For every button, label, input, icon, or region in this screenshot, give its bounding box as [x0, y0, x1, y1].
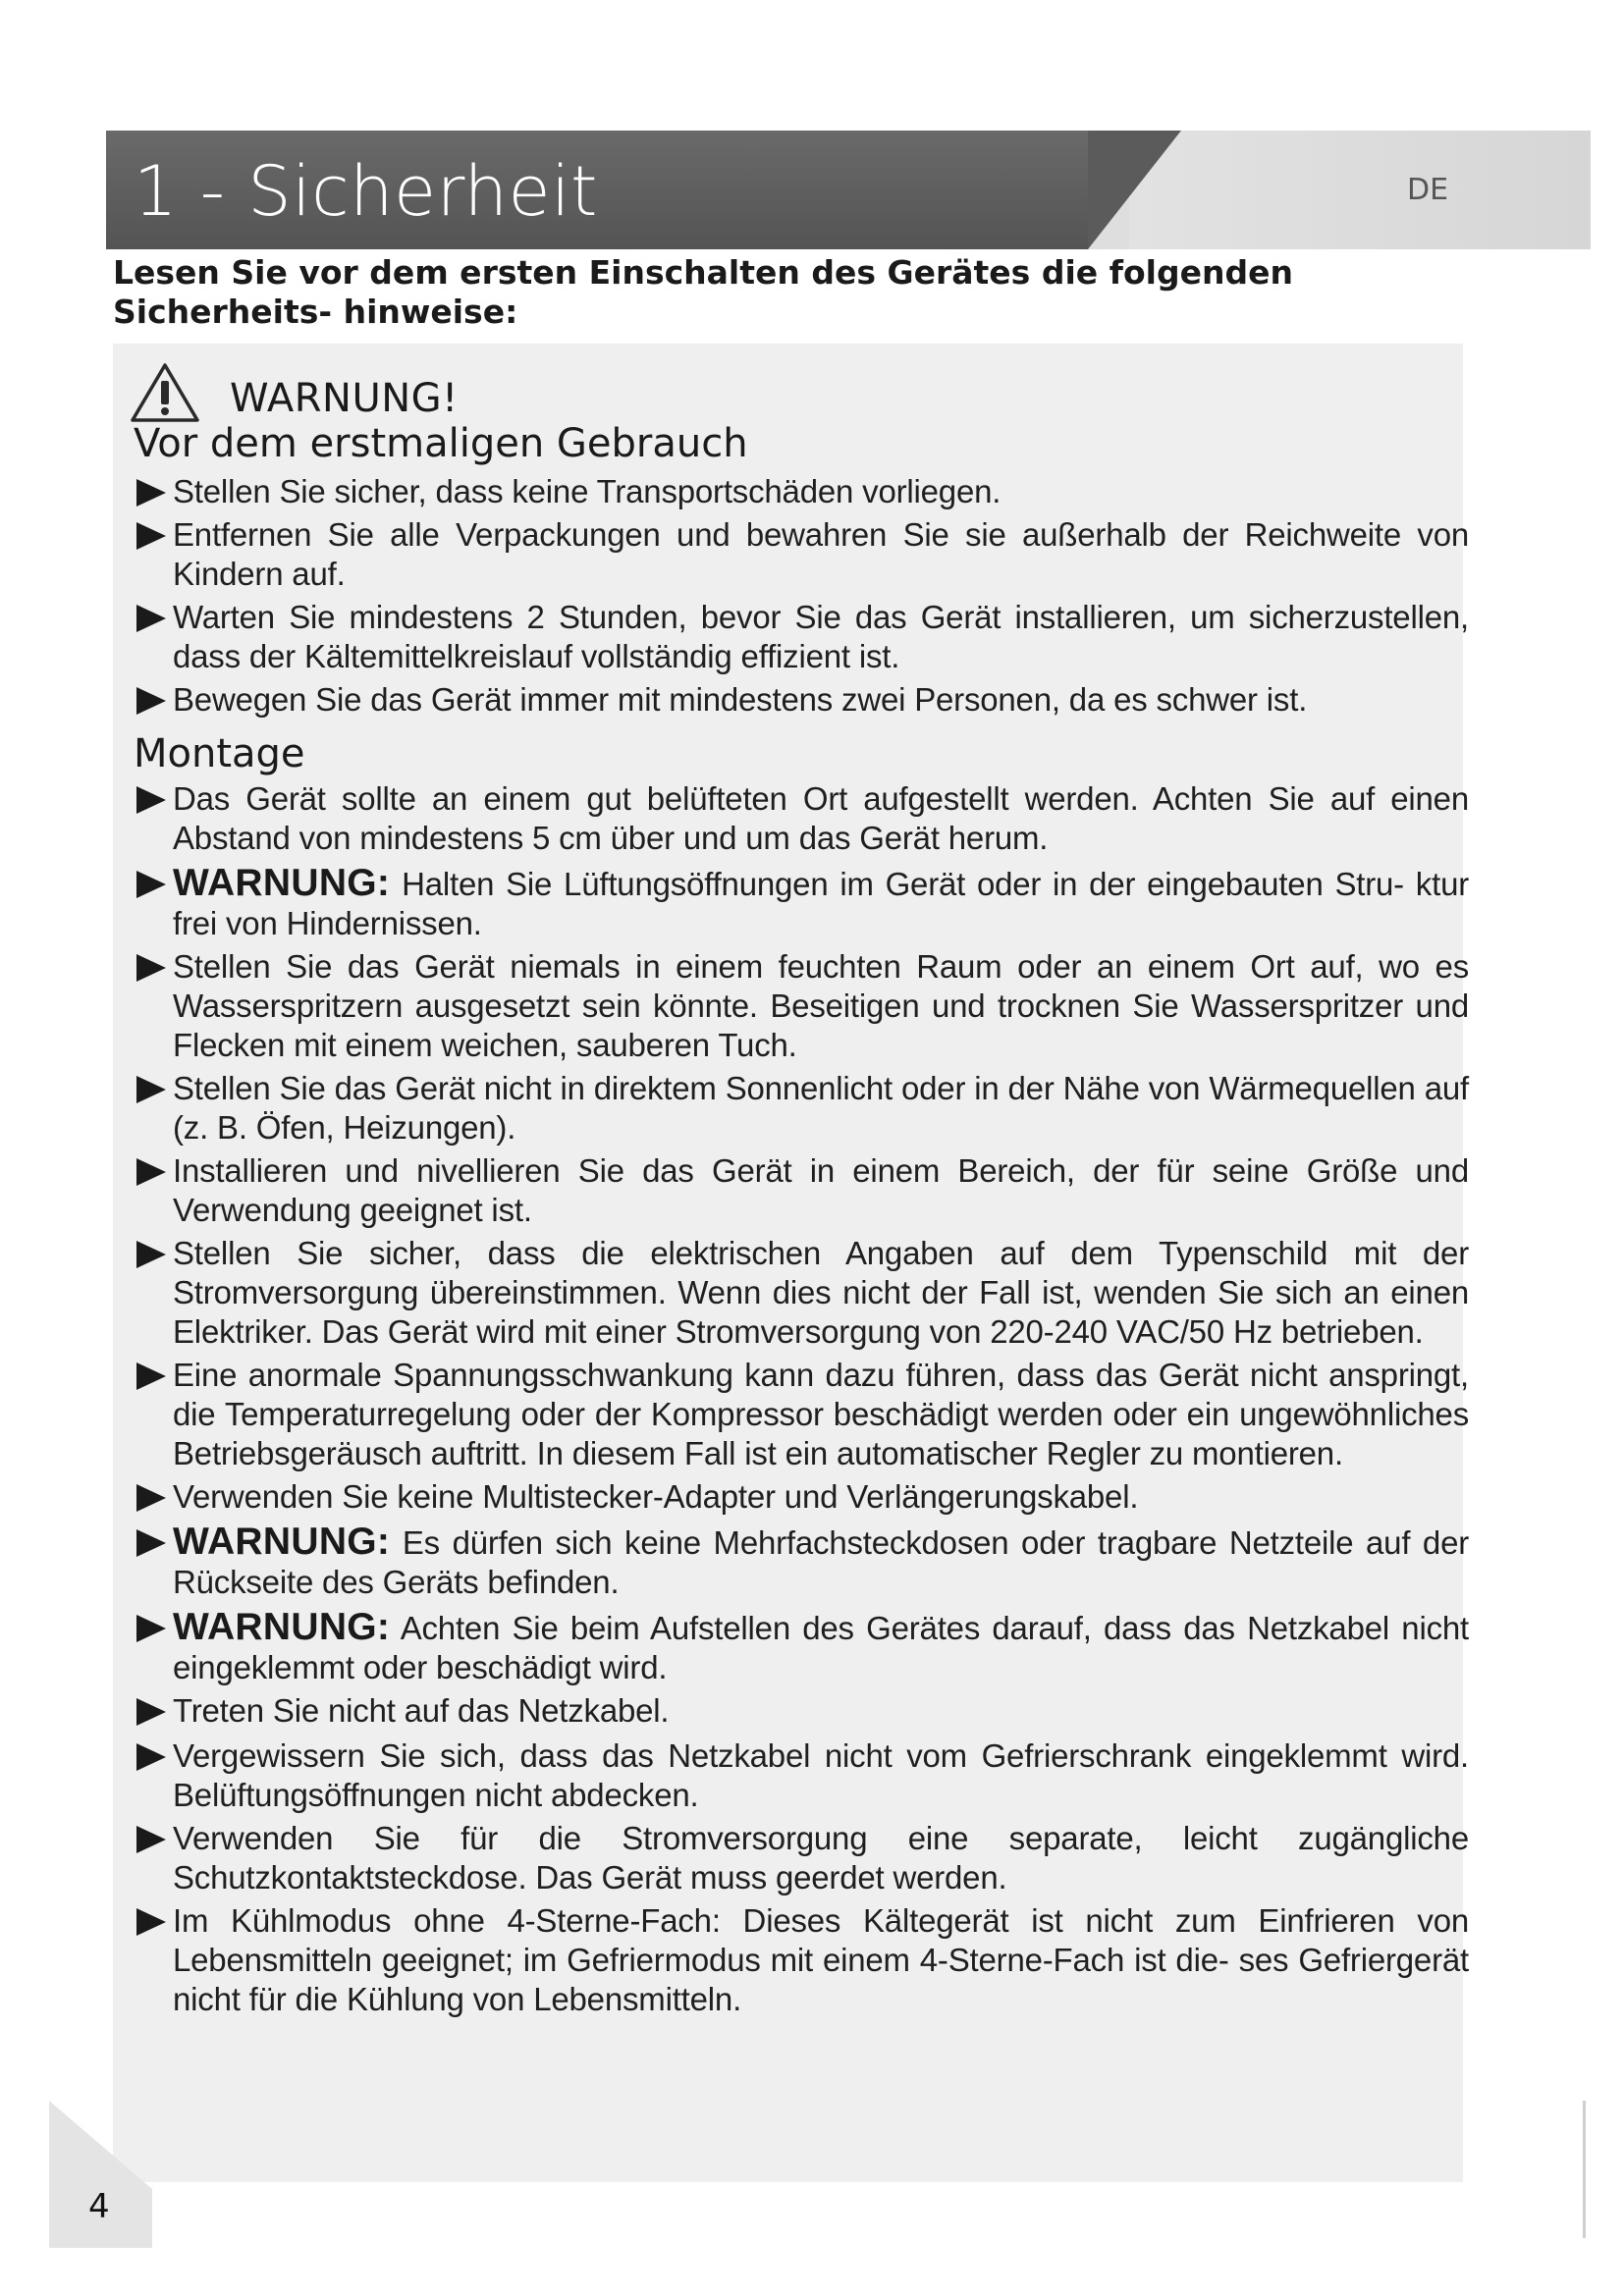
list-item: Verwenden Sie keine Multistecker-Adapter und Verlängerungskabel. — [134, 1477, 1469, 1517]
warning-triangle-icon — [130, 361, 200, 424]
list-item: Das Gerät sollte an einem gut belüfteten Ort aufgestellt werden. Achten Sie auf einen Abstand von mindestens 5 cm über und um das Gerät herum. — [134, 779, 1469, 858]
arrow-right-icon — [134, 1238, 171, 1271]
warning-label: WARNUNG! — [230, 376, 459, 421]
list-item: WARNUNG: Halten Sie Lüftungsöffnungen im Gerät oder in der eingebauten Stru- ktur frei von Hindernissen. — [134, 864, 1469, 943]
page-number: 4 — [88, 2187, 110, 2226]
list-item: Installieren und nivellieren Sie das Gerät in einem Bereich, der für seine Größe und Verwendung geeignet ist. — [134, 1151, 1469, 1230]
list-item: Stellen Sie sicher, dass keine Transportschäden vorliegen. — [134, 472, 1469, 511]
arrow-right-icon — [134, 1073, 171, 1106]
list-item: Stellen Sie sicher, dass die elektrischen Angaben auf dem Typenschild mit der Stromversorgung übereinstimmen. Wenn dies nicht der Fall ist, wenden Sie sich an einen Elektriker. Das Gerät wird mit einer Stromversorgung von 220-240 VAC/50 Hz betrieben. — [134, 1234, 1469, 1352]
list-item: Eine anormale Spannungsschwankung kann dazu führen, dass das Gerät nicht anspringt, die Temperaturregelung oder der Kompressor beschädigt werden oder ein ungewöhnliches Betriebsgeräusch auftritt. In diesem Fall ist ein automatischer Regler zu montieren. — [134, 1356, 1469, 1473]
warning-prefix: WARNUNG: — [173, 1521, 391, 1563]
warning-prefix: WARNUNG: — [173, 862, 391, 904]
list-item: Stellen Sie das Gerät nicht in direktem Sonnenlicht oder in der Nähe von Wärmequellen auf (z. B. Öfen, Heizungen). — [134, 1069, 1469, 1148]
arrow-right-icon — [134, 1695, 171, 1729]
arrow-right-icon — [134, 602, 171, 635]
language-tag: DE — [1407, 173, 1449, 207]
warning-prefix: WARNUNG: — [173, 1606, 391, 1648]
list-item: Warten Sie mindestens 2 Stunden, bevor Sie das Gerät installieren, um sicherzustellen, dass der Kältemittelkreislauf vollständig effizient ist. — [134, 598, 1469, 676]
arrow-right-icon — [134, 476, 171, 509]
first-use-list — [134, 472, 1469, 720]
arrow-right-icon — [134, 1740, 171, 1774]
list-item: Vergewissern Sie sich, dass das Netzkabel nicht vom Gefrierschrank eingeklemmt wird. Belüftungsöffnungen nicht abdecken. — [134, 1736, 1469, 1815]
montage-list — [134, 779, 1469, 2019]
list-item: WARNUNG: Es dürfen sich keine Mehrfachsteckdosen oder tragbare Netzteile auf der Rückseite des Geräts befinden. — [134, 1522, 1469, 1602]
warning-row — [130, 358, 459, 427]
list-item: Verwenden Sie für die Stromversorgung eine separate, leicht zugängliche Schutzkontaktsteckdose. Das Gerät muss geerdet werden. — [134, 1819, 1469, 1897]
arrow-right-icon — [134, 783, 171, 817]
arrow-right-icon — [134, 951, 171, 985]
right-edge-rule — [1583, 2101, 1586, 2238]
arrow-right-icon — [134, 1526, 171, 1560]
arrow-right-icon — [134, 1481, 171, 1515]
list-item: Treten Sie nicht auf das Netzkabel. — [134, 1691, 1469, 1731]
list-item: Im Kühlmodus ohne 4-Sterne-Fach: Dieses Kältegerät ist nicht zum Einfrieren von Lebensmitteln geeignet; im Gefriermodus mit einem 4-Sterne-Fach ist die- ses Gefriergerät nicht für die Kühlung von Lebensmitteln. — [134, 1901, 1469, 2019]
intro-text: Lesen Sie vor dem ersten Einschalten des Gerätes die folgenden Sicherheits- hinweise: — [113, 253, 1293, 331]
arrow-right-icon — [134, 1612, 171, 1645]
arrow-right-icon — [134, 1155, 171, 1189]
arrow-right-icon — [134, 684, 171, 718]
section-heading-montage: Montage — [134, 731, 305, 776]
page-title: 1 - Sicherheit — [134, 151, 598, 232]
list-item: Stellen Sie das Gerät niemals in einem feuchten Raum oder an einem Ort auf, wo es Wasserspritzern ausgesetzt sein könnte. Beseitigen und trocknen Sie Wasserspritzer und Flecken mit einem weichen, sauberen Tuch. — [134, 947, 1469, 1065]
arrow-right-icon — [134, 868, 171, 901]
arrow-right-icon — [134, 1360, 171, 1393]
list-item: Bewegen Sie das Gerät immer mit mindestens zwei Personen, da es schwer ist. — [134, 680, 1469, 720]
section-heading-first-use: Vor dem erstmaligen Gebrauch — [134, 421, 748, 466]
header-bar-light — [1129, 131, 1591, 249]
arrow-right-icon — [134, 1905, 171, 1939]
list-item: Entfernen Sie alle Verpackungen und bewahren Sie sie außerhalb der Reichweite von Kindern auf. — [134, 515, 1469, 594]
arrow-right-icon — [134, 1823, 171, 1856]
list-item: WARNUNG: Achten Sie beim Aufstellen des Gerätes darauf, dass das Netzkabel nicht eingeklemmt oder beschädigt wird. — [134, 1608, 1469, 1687]
arrow-right-icon — [134, 519, 171, 553]
